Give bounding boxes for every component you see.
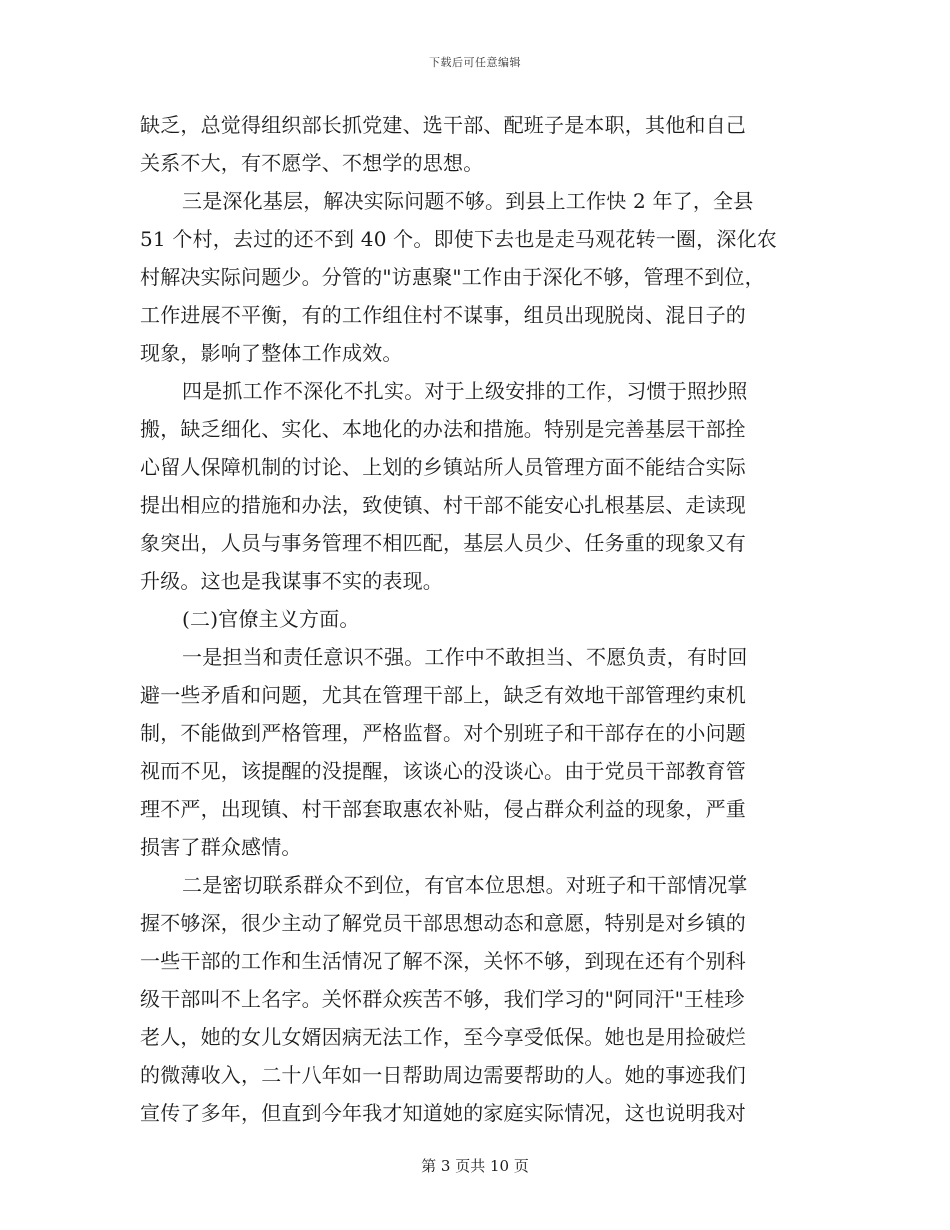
text-line: 现象，影响了整体工作成效。 [140, 341, 403, 365]
text-line: 搬，缺乏细化、实化、本地化的办法和措施。特别是完善基层干部拴 [140, 417, 746, 441]
paragraph-start-line: 三是深化基层，解决实际问题不够。到县上工作快 2 年了，全县 [182, 189, 754, 213]
text-line: 视而不见，该提醒的没提醒，该谈心的没谈心。由于党员干部教育管 [140, 759, 746, 783]
text-line: 制，不能做到严格管理，严格监督。对个别班子和干部存在的小问题 [140, 721, 746, 745]
text-line: 理不严，出现镇、村干部套取惠农补贴，侵占群众利益的现象，严重 [140, 797, 746, 821]
text-line: 升级。这也是我谋事不实的表现。 [140, 569, 443, 593]
page-header: 下载后可任意编辑 [429, 56, 521, 69]
text-line: 象突出，人员与事务管理不相匹配，基层人员少、任务重的现象又有 [140, 531, 746, 555]
section-heading: (二)官僚主义方面。 [182, 607, 360, 631]
paragraph-start-line: 一是担当和责任意识不强。工作中不敢担当、不愿负责，有时回 [182, 645, 748, 669]
text-line: 51 个村，去过的还不到 40 个。即使下去也是走马观花转一圈，深化农 [140, 227, 777, 251]
text-line: 握不够深，很少主动了解党员干部思想动态和意愿，特别是对乡镇的 [140, 911, 746, 935]
text-line: 工作进展不平衡，有的工作组住村不谋事，组员出现脱岗、混日子的 [140, 303, 746, 327]
text-line: 一些干部的工作和生活情况了解不深，关怀不够，到现在还有个别科 [140, 949, 746, 973]
text-line: 提出相应的措施和办法，致使镇、村干部不能安心扎根基层、走读现 [140, 493, 746, 517]
text-line: 缺乏，总觉得组织部长抓党建、选干部、配班子是本职，其他和自己 [140, 113, 746, 137]
text-line: 老人，她的女儿女婿因病无法工作，至今享受低保。她也是用捡破烂 [140, 1025, 746, 1049]
page-number-footer: 第 3 页共 10 页 [421, 1157, 529, 1175]
text-line: 宣传了多年，但直到今年我才知道她的家庭实际情况，这也说明我对 [140, 1101, 746, 1125]
text-line: 损害了群众感情。 [140, 835, 302, 859]
document-body [140, 106, 806, 1132]
text-line: 关系不大，有不愿学、不想学的思想。 [140, 151, 484, 175]
text-line: 级干部叫不上名字。关怀群众疾苦不够，我们学习的"阿同汗"王桂珍 [140, 987, 745, 1011]
text-line: 村解决实际问题少。分管的"访惠聚"工作由于深化不够，管理不到位， [140, 265, 765, 289]
text-line: 的微薄收入，二十八年如一日帮助周边需要帮助的人。她的事迹我们 [140, 1063, 746, 1087]
paragraph-start-line: 二是密切联系群众不到位，有官本位思想。对班子和干部情况掌 [182, 873, 748, 897]
text-line: 心留人保障机制的讨论、上划的乡镇站所人员管理方面不能结合实际 [140, 455, 746, 479]
text-line: 避一些矛盾和问题，尤其在管理干部上，缺乏有效地干部管理约束机 [140, 683, 746, 707]
paragraph-start-line: 四是抓工作不深化不扎实。对于上级安排的工作，习惯于照抄照 [182, 379, 748, 403]
